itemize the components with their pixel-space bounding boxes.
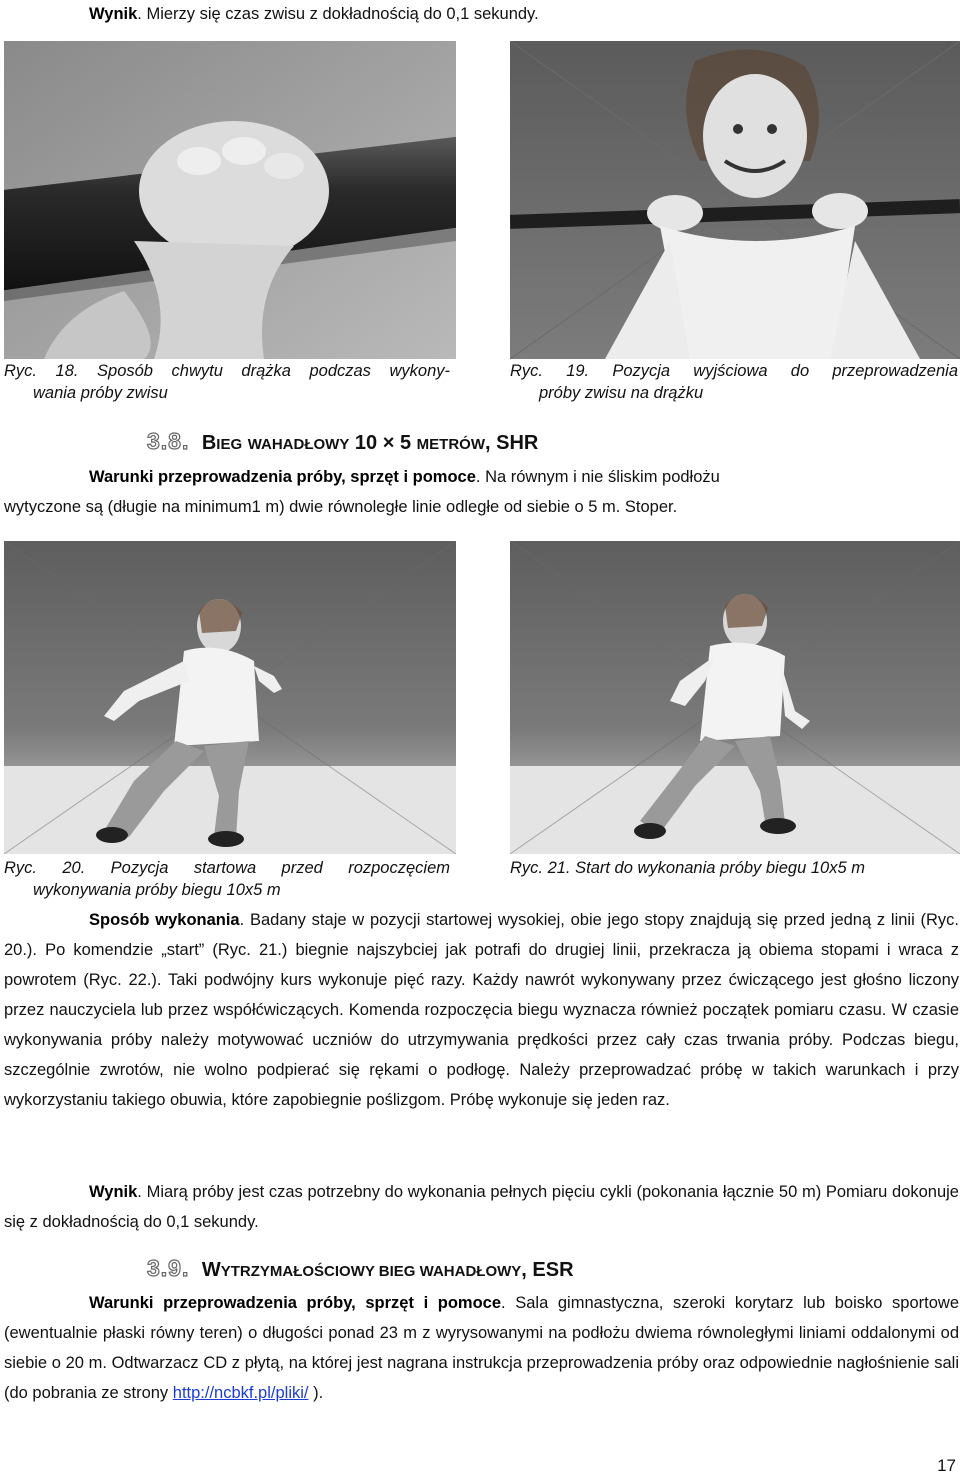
section-38-result-text: . Miarą próby jest czas potrzebny do wykonania pełnych pięciu cykli (pokonania łącznie 50 m) Pomiaru dokonuje się z dokładnością do 0,1 sekundy. bbox=[4, 1183, 959, 1231]
section-39-conditions-end: ). bbox=[308, 1384, 324, 1402]
section-39-conditions-label: Warunki przeprowadzenia próby, sprzęt i pomoce bbox=[89, 1294, 502, 1312]
photo-ryc21-start-run bbox=[510, 541, 960, 854]
caption-ryc20-line1: Ryc. 20. Pozycja startowa przed rozpoczęciem bbox=[4, 859, 450, 877]
caption-ryc20 bbox=[4, 857, 450, 901]
top-result-label: Wynik bbox=[89, 5, 138, 23]
section-39-conditions-paragraph bbox=[4, 1288, 959, 1408]
section-38-conditions-line1 bbox=[89, 466, 959, 488]
section-38-conditions-line2: wytyczone są (długie na minimum1 m) dwie równoległe linie odległe od siebie o 5 m. Stoper. bbox=[4, 498, 678, 516]
section-38-result-paragraph bbox=[4, 1177, 959, 1237]
page-number: 17 bbox=[937, 1456, 956, 1475]
section-38-number: 3.8. bbox=[147, 428, 190, 454]
caption-ryc18-line2: wania próby zwisu bbox=[33, 384, 168, 402]
caption-ryc18-line1: Ryc. 18. Sposób chwytu drążka podczas wykony- bbox=[4, 362, 450, 380]
section-38-conditions-text1: . Na równym i nie śliskim podłożu bbox=[475, 468, 720, 486]
section-38-method-paragraph bbox=[4, 905, 959, 1115]
caption-ryc21: Ryc. 21. Start do wykonania próby biegu 10x5 m bbox=[510, 859, 865, 877]
section-39-title: WYTRZYMAŁOŚCIOWY BIEG WAHADŁOWY, ESR bbox=[201, 1259, 574, 1281]
section-38-title: BIEG WAHADŁOWY 10 × 5 METRÓW, SHR bbox=[201, 432, 539, 454]
section-38-conditions-label: Warunki przeprowadzenia próby, sprzęt i pomoce bbox=[89, 468, 476, 486]
section-39-heading bbox=[147, 1255, 574, 1282]
section-38-method-text: . Badany staje w pozycji startowej wysokiej, obie jego stopy znajdują się przed jedną z linii (Ryc. 20.). Po komendzie „start” (Ryc. 21.) biegnie najszybciej jak potrafi do drugiej linii, przekracza ją obiema stopami i wraca z powrotem (Ryc. 22.). Taki podwójny kurs wykonuje pięć razy. Każdy nawrót wykonywany przez ćwiczącego jest głośno liczony przez nauczyciela lub przez współćwiczących. Komenda rozpoczęcia biegu wyznacza również początek pomiaru czasu. W czasie wykonywania próby należy motywować uczniów do utrzymywania prędkości przez cały czas trwania próby. Podczas biegu, szczególnie zwrotów, nie wolno podpierać się rękami o podłogę. Należy przeprowadzać próbę w takich warunkach i przy wykorzystaniu takiego obuwia, które zapobiegnie poślizgom. Próbę wykonuje się jeden raz. bbox=[4, 911, 960, 1109]
caption-ryc20-line2: wykonywania próby biegu 10x5 m bbox=[33, 881, 281, 899]
top-result-text: . Mierzy się czas zwisu z dokładnością do 0,1 sekundy. bbox=[137, 5, 539, 23]
section-38-method-label: Sposób wykonania bbox=[89, 911, 240, 929]
top-result-line bbox=[89, 3, 539, 25]
caption-ryc19-line1: Ryc. 19. Pozycja wyjściowa do przeprowadzenia bbox=[510, 362, 958, 380]
photo-ryc18-grip bbox=[4, 41, 456, 359]
photo-ryc20-start-position bbox=[4, 541, 456, 854]
caption-ryc19-line2: próby zwisu na drążku bbox=[539, 384, 704, 402]
photo-ryc19-hang-start bbox=[510, 41, 960, 359]
caption-ryc18 bbox=[4, 360, 450, 404]
section-39-conditions-text: . Sala gimnastyczna, szeroki korytarz lub boisko sportowe (ewentualnie płaski równy teren) o długości ponad 23 m z wyrysowanymi na podłożu dwiema równoległymi liniami oddalonymi od siebie o 20 m. Odtwarzacz CD z płytą, na której jest nagrana instrukcja przeprowadzenia próby oraz odpowiednie nagłośnienie sali (do pobrania ze strony bbox=[4, 1294, 960, 1402]
section-38-heading bbox=[147, 428, 538, 455]
section-39-number: 3.9. bbox=[147, 1255, 190, 1281]
caption-ryc19 bbox=[510, 360, 958, 404]
download-link[interactable]: http://ncbkf.pl/pliki/ bbox=[172, 1384, 309, 1402]
section-38-result-label: Wynik bbox=[89, 1183, 138, 1201]
